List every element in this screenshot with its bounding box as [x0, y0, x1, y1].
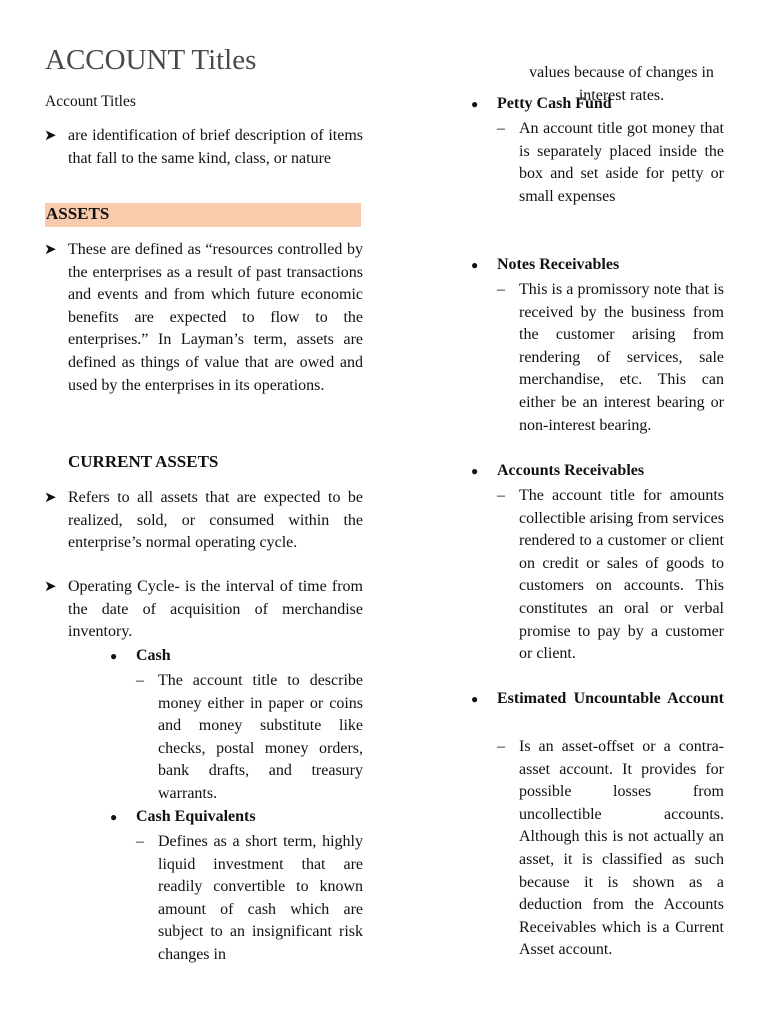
notes-receivables-title [471, 254, 620, 277]
arrow-bullet-icon: ➤ [44, 579, 57, 595]
assets-heading: ASSETS [46, 204, 110, 223]
dash-bullet-icon: – [497, 281, 505, 298]
cash-desc-item [136, 670, 363, 806]
bullet-dot-icon: ● [471, 258, 479, 272]
estimated-uncountable-title-label: Estimated Uncountable Account [497, 690, 724, 707]
operating-cycle-text: Operating Cycle- is the interval of time from the date of acquisition of merchandise inventory. [68, 578, 363, 641]
page-title: ACCOUNT Titles [45, 44, 257, 76]
petty-cash-desc: An account title got money that is separately placed inside the box and set aside for petty or small expenses [519, 120, 724, 205]
subtitle: Account Titles [45, 93, 136, 110]
petty-cash-desc-item [497, 118, 724, 208]
arrow-bullet-icon: ➤ [44, 242, 57, 258]
cash-equivalents-desc-cont: values because of changes in interest rates. [529, 64, 714, 104]
dash-bullet-icon: – [136, 672, 144, 689]
dash-bullet-icon: – [136, 833, 144, 850]
current-assets-heading: CURRENT ASSETS [68, 452, 219, 471]
dash-bullet-icon: – [497, 487, 505, 504]
intro-item [44, 125, 363, 170]
current-assets-refers: Refers to all assets that are expected to be realized, sold, or consumed within the enterprise’s normal operating cycle. [68, 489, 363, 552]
bullet-dot-icon: ● [110, 810, 118, 824]
petty-cash-title-label: Petty Cash Fund [497, 95, 612, 112]
notes-receivables-desc: This is a promissory note that is received by the business from the customer arising from rendering of services, sale merchandise, etc. This can either be an interest bearing or non-interest bearing. [519, 281, 724, 434]
accounts-receivables-title [471, 460, 645, 483]
estimated-uncountable-title [471, 688, 724, 711]
intro-text: are identification of brief description of items that fall to the same kind, class, or nature [68, 127, 363, 167]
bullet-dot-icon: ● [471, 97, 479, 111]
cash-equivalents-title [110, 806, 256, 829]
dash-bullet-icon: – [497, 738, 505, 755]
assets-section-bar [45, 203, 361, 227]
cash-title-label: Cash [136, 647, 171, 664]
accounts-receivables-title-label: Accounts Receivables [497, 462, 645, 479]
cash-equivalents-desc-item [136, 831, 363, 967]
current-assets-refers-item [44, 487, 363, 555]
arrow-bullet-icon: ➤ [44, 128, 57, 144]
notes-receivables-desc-item [497, 279, 724, 437]
bullet-dot-icon: ● [471, 464, 479, 478]
cash-title [110, 645, 171, 668]
bullet-dot-icon: ● [110, 649, 118, 663]
estimated-uncountable-desc: Is an asset-offset or a contra-asset account. It provides for possible losses from uncollectible accounts. Although this is not actually an asset, it is classified as such because it is shown as a deduction from the Accounts Receivables which is a Current Asset account. [519, 738, 724, 959]
notes-receivables-title-label: Notes Receivables [497, 256, 620, 273]
cash-equivalents-title-label: Cash Equivalents [136, 808, 256, 825]
bullet-dot-icon: ● [471, 692, 479, 706]
estimated-uncountable-desc-item [497, 736, 724, 962]
assets-definition: These are defined as “resources controlled by the enterprises as a result of past transactions and events and from which future economic benefits are expected to flow to the enterprises.” In Layman’s term, assets are defined as things of value that are owed and used by the enterprises in its operations. [68, 241, 363, 394]
accounts-receivables-desc-item [497, 485, 724, 666]
petty-cash-title [471, 93, 612, 116]
dash-bullet-icon: – [497, 120, 505, 137]
cash-equivalents-desc: Defines as a short term, highly liquid investment that are readily convertible to known amount of cash which are subject to an insignificant risk changes in [158, 833, 363, 963]
accounts-receivables-desc: The account title for amounts collectible arising from services rendered to a customer or client on credit or sales of goods to customers on accounts. This constitutes an oral or verbal promise to pay by a customer or client. [519, 487, 724, 663]
cash-desc: The account title to describe money either in paper or coins and money substitute like checks, postal money orders, bank drafts, and treasury warrants. [158, 672, 363, 802]
arrow-bullet-icon: ➤ [44, 490, 57, 506]
operating-cycle-item [44, 576, 363, 644]
assets-definition-item [44, 239, 363, 397]
